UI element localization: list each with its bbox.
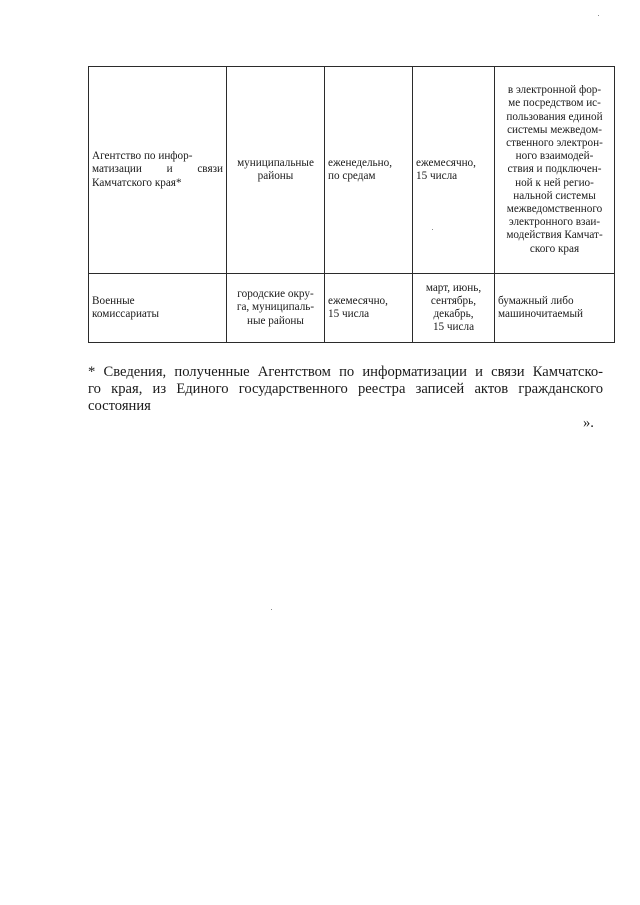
cell-line: 15 числа	[416, 170, 458, 182]
cell-line: ствия и подключен-	[507, 163, 602, 176]
cell-line: ного взаимодей-	[515, 150, 594, 163]
cell-line: системы межведом-	[507, 123, 602, 136]
cell-line: электронного взаи-	[508, 216, 601, 229]
cell-line: сентябрь,	[430, 294, 477, 307]
cell-territory	[227, 67, 325, 274]
cell-line: районы	[257, 170, 294, 182]
cell-line: ского края	[529, 242, 580, 255]
footnote-line: го края, из Единого государственного реестра записей актов гражданского	[88, 381, 603, 398]
scan-speck	[432, 229, 433, 230]
cell-frequency	[325, 67, 413, 274]
footnote-line: состояния	[88, 398, 151, 415]
cell-line: межведомственного	[506, 203, 603, 215]
cell-source	[89, 67, 227, 274]
footnote-line: * Сведения, полученные Агентством по информатизации и связи Камчатско-	[88, 364, 603, 380]
cell-line: муниципальные	[237, 156, 314, 169]
cell-line: бумажный либо	[498, 294, 574, 307]
cell-line: Военные	[92, 294, 135, 307]
cell-line: в электронной фор-	[507, 84, 602, 97]
scan-speck	[598, 15, 599, 16]
scan-speck	[271, 609, 272, 610]
cell-line: модействия Камчат-	[506, 229, 603, 242]
cell-line: ственного электрон-	[506, 136, 603, 149]
cell-deadline	[413, 67, 495, 274]
cell-territory	[227, 274, 325, 343]
cell-format	[495, 274, 615, 343]
cell-line: машиночитаемый	[498, 308, 584, 320]
cell-format	[495, 67, 615, 274]
cell-line: Камчатского края*	[92, 176, 182, 189]
cell-line: комиссариаты	[92, 308, 160, 320]
footnote	[88, 364, 603, 416]
cell-source	[89, 274, 227, 343]
cell-line: ежемесячно,	[328, 294, 388, 307]
table-row	[89, 274, 615, 343]
cell-frequency	[325, 274, 413, 343]
cell-line: 15 числа	[328, 308, 370, 320]
cell-line: ной к ней регио-	[515, 176, 594, 189]
closing-quote: ».	[583, 415, 594, 431]
cell-line: га, муниципаль-	[236, 301, 315, 314]
cell-line: пользования единой	[506, 110, 603, 123]
cell-line: март, июнь,	[425, 281, 482, 294]
cell-line: 15 числа	[432, 321, 475, 334]
cell-line: декабрь,	[433, 308, 474, 320]
cell-line: Агентство по инфор-	[92, 150, 193, 163]
cell-line: нальной системы	[513, 189, 596, 202]
cell-line: ежемесячно,	[416, 156, 476, 169]
cell-deadline	[413, 274, 495, 343]
cell-line: городские окру-	[237, 288, 314, 301]
cell-line: по средам	[328, 170, 376, 182]
cell-line: ме посредством ис-	[508, 97, 601, 110]
cell-line: матизации и связи	[92, 163, 223, 176]
table-row	[89, 67, 615, 274]
reporting-schedule-table	[88, 66, 615, 343]
cell-line: ные районы	[247, 314, 304, 327]
cell-line: еженедельно,	[328, 156, 393, 169]
